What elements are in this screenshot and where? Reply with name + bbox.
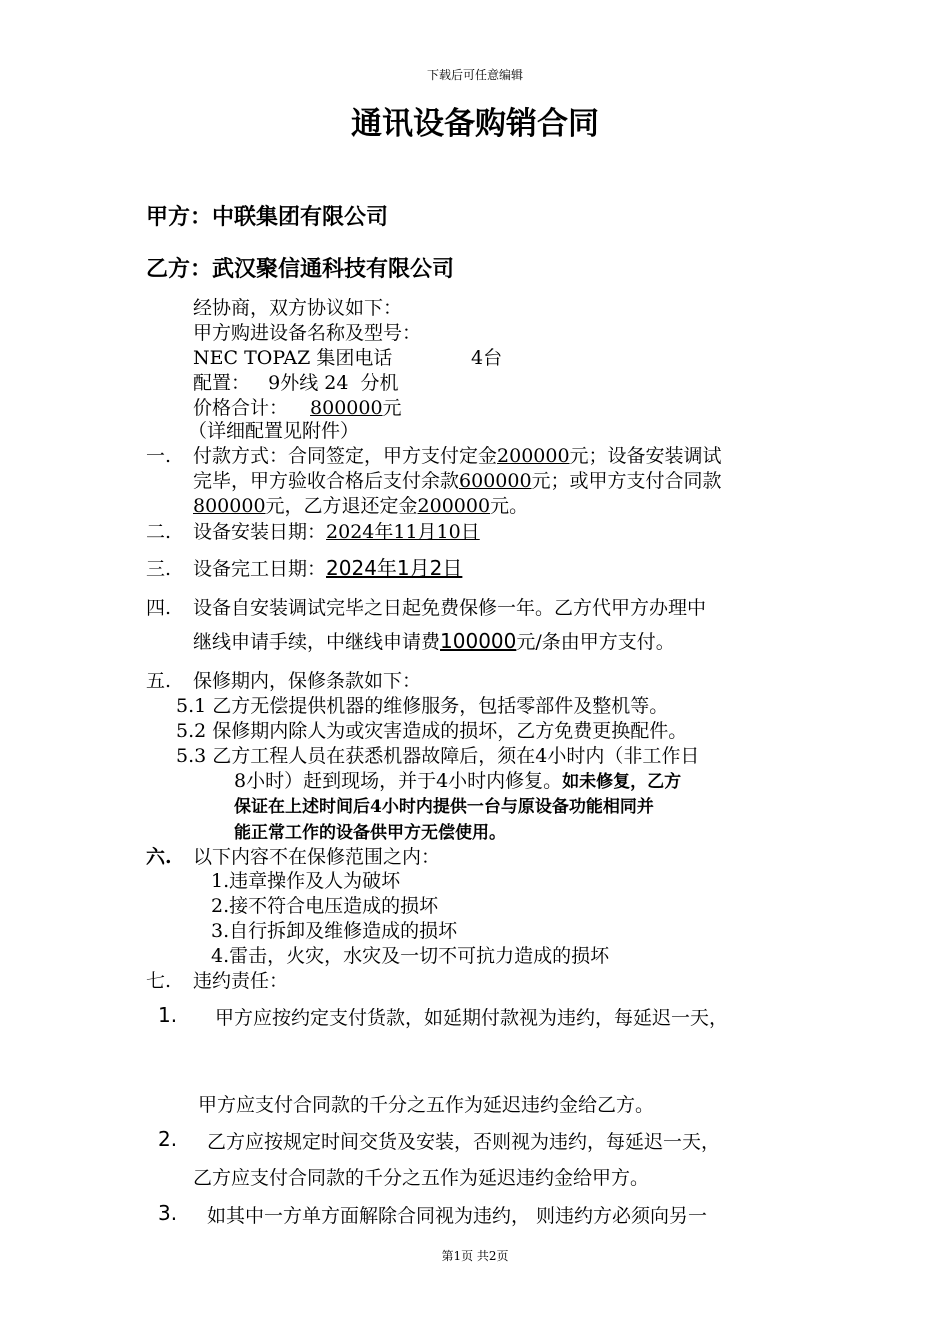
- s2-label: 设备安装日期：: [193, 521, 327, 543]
- s6-item-4: 4.雷击，火灾，水灾及一切不可抗力造成的损坏: [211, 945, 610, 967]
- s5-item-3-bold-3: 能正常工作的设备供甲方无偿使用。: [234, 823, 506, 843]
- s7-number: 七.: [146, 970, 172, 992]
- s5-item-3-bold: 如未修复，乙方: [562, 772, 682, 792]
- intro-device-name: NEC TOPAZ 集团电话: [193, 347, 393, 369]
- s7-item-1-line1: 甲方应按约定支付货款，如延期付款视为违约，每延迟一天，: [215, 1007, 729, 1029]
- s4-line1: 设备自安装调试完毕之日起免费保修一年。乙方代甲方办理中: [193, 597, 707, 619]
- s4-line2: [193, 627, 675, 654]
- document-title: 通讯设备购销合同: [351, 106, 599, 142]
- s4-fee: 100000: [440, 629, 517, 653]
- intro-device-label: 甲方购进设备名称及型号：: [193, 322, 422, 344]
- s1-text-a: 付款方式：合同签定，甲方支付定金: [193, 445, 498, 467]
- s5-item-3-text: 8小时）赶到现场，并于4小时内修复。: [234, 770, 563, 792]
- s5-number: 五.: [146, 670, 172, 692]
- s7-item-1-number: 1.: [158, 1003, 178, 1027]
- s4-text-a: 继线申请手续，中继线申请费: [193, 631, 441, 653]
- s1-line2: [193, 466, 722, 493]
- s1-total: 800000: [193, 495, 266, 517]
- price-value: 800000: [310, 397, 383, 419]
- s1-line1: [193, 441, 722, 468]
- price-unit: 元: [382, 397, 402, 419]
- party-a: 甲方：中联集团有限公司: [146, 205, 389, 230]
- s5-item-2: 5.2 保修期内除人为或灾害造成的损坏，乙方免费更换配件。: [176, 720, 688, 742]
- s2-line: [193, 517, 480, 544]
- s4-text-c: 元/条由甲方支付。: [516, 631, 675, 653]
- s7-item-1-line2: 甲方应支付合同款的千分之五作为延迟违约金给乙方。: [198, 1094, 655, 1116]
- s7-item-2-line1: 乙方应按规定时间交货及安装，否则视为违约，每延迟一天，: [207, 1131, 721, 1153]
- s7-title: 违约责任：: [193, 970, 289, 992]
- s6-item-1: 1.违章操作及人为破坏: [211, 870, 401, 892]
- s5-item-3: 5.3 乙方工程人员在获悉机器故障后，须在4小时内（非工作日: [176, 745, 700, 767]
- s3-number: 三.: [146, 558, 172, 580]
- s7-item-3-number: 3.: [158, 1201, 178, 1225]
- intro-device-qty: 4台: [471, 347, 503, 369]
- s6-item-3: 3.自行拆卸及维修造成的损坏: [211, 920, 458, 942]
- s1-deposit: 200000: [497, 445, 570, 467]
- s1-text-f: 元；或甲方支付合同款: [531, 470, 722, 492]
- s6-number: 六.: [146, 846, 172, 868]
- s5-item-3-cont: [234, 766, 681, 793]
- s2-number: 二.: [146, 521, 172, 543]
- s1-text-c: 元；设备安装调试: [569, 445, 722, 467]
- header-note: 下载后可任意编辑: [426, 68, 523, 82]
- intro-agree: 经协商，双方协议如下：: [193, 297, 403, 319]
- s5-title: 保修期内，保修条款如下：: [193, 670, 422, 692]
- s3-label: 设备完工日期：: [193, 558, 327, 580]
- intro-config: 配置： 9外线 24 分机: [193, 372, 399, 394]
- s4-number: 四.: [146, 597, 172, 619]
- s1-balance: 600000: [459, 470, 532, 492]
- s3-complete-date: 2024年1月2日: [326, 556, 463, 580]
- s6-title: 以下内容不在保修范围之内：: [193, 846, 441, 868]
- s3-line: [193, 552, 462, 581]
- s2-install-date: 2024年11月10日: [326, 521, 480, 543]
- s1-text-j: 元。: [490, 495, 529, 517]
- intro-detail: （详细配置见附件）: [188, 420, 360, 442]
- s7-item-2-number: 2.: [158, 1127, 178, 1151]
- party-b: 乙方：武汉聚信通科技有限公司: [146, 257, 455, 282]
- s7-item-3-line1: 如其中一方单方面解除合同视为违约， 则违约方必须向另一: [207, 1205, 708, 1227]
- s5-item-3-bold-2: 保证在上述时间后4小时内提供一台与原设备功能相同并: [234, 797, 654, 817]
- s1-text-d: 完毕，甲方验收合格后支付余款: [193, 470, 460, 492]
- s1-number: 一.: [146, 445, 172, 467]
- s1-line3: [193, 491, 528, 518]
- s5-item-1: 5.1 乙方无偿提供机器的维修服务，包括零部件及整机等。: [176, 695, 669, 717]
- s1-text-h: 元，乙方退还定金: [265, 495, 418, 517]
- s1-refund: 200000: [417, 495, 491, 517]
- s6-item-2: 2.接不符合电压造成的损坏: [211, 895, 439, 917]
- s7-item-2-line2: 乙方应支付合同款的千分之五作为延迟违约金给甲方。: [193, 1167, 650, 1189]
- page-footer: 第1页 共2页: [441, 1249, 509, 1263]
- price-label: 价格合计：: [193, 397, 289, 419]
